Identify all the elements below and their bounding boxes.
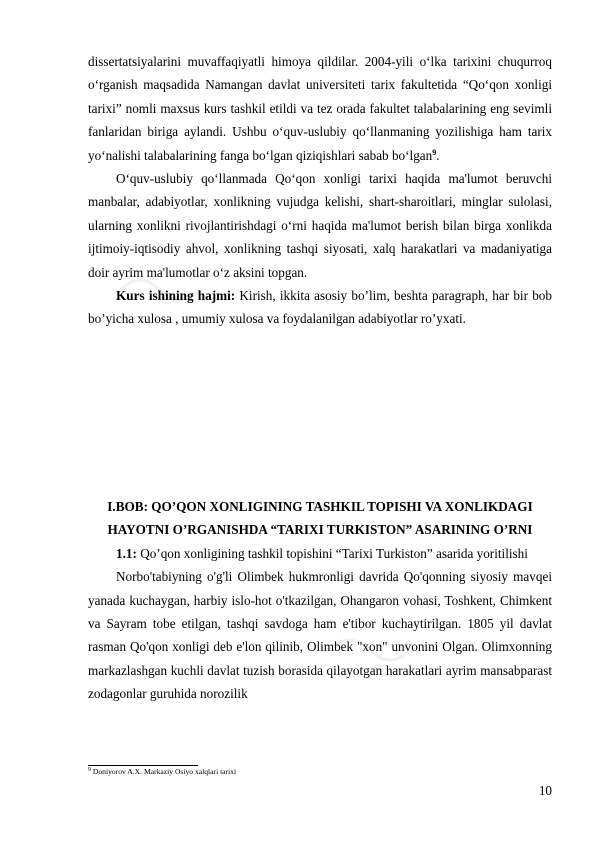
footnote-divider: [88, 765, 198, 766]
chapter-title: I.BOB: QO’QON XONLIGINING TASHKIL TOPISHI VA XONLIKDAGI HAYOTNI O’RGANISHDA “TARIXI TURKISTON” ASARINING O’RNI: [107, 498, 533, 538]
section-number: 1.1:: [116, 545, 137, 561]
page-number: 10: [538, 783, 552, 798]
course-scope-text: Kirish, ikkita asosiy bo’lim, beshta paragraph, har bir bob bo’yicha xulosa , umumiy xulosa va foydalanilgan adabiyotlar ro’yxati.: [88, 288, 552, 327]
footnote-text: Doniyorov A.X. Markaziy Osiyo xalqlari tarixi: [91, 767, 237, 776]
section-heading: [88, 542, 552, 565]
chapter-body-paragraph: Norbo'tabiyning o'g'li Olimbek hukmronligi davrida Qo'qonning siyosiy mavqei yanada kuchaygan, harbiy islo-hot o'tkazilgan, Ohangaron vohasi, Toshkent, Chimkent va Sayram tobe etilgan, tashqi savdoga ham e'tibor kuchaytirilgan. 1805 yil davlat rasman Qo'qon xonligi deb e'lon qilinib, Olimbek "xon" unvonini Olgan. Olimxonning markazlashgan kuchli davlat tuzish borasida qilayotgan harakatlari ayrim mansabparast zodagonlar guruhida norozilik: [88, 569, 552, 702]
course-scope-label: Kurs ishining hajmi:: [116, 288, 236, 304]
section-title: Qo’qon xonligining tashkil topishini “Tarixi Turkiston” asarida yoritilishi: [136, 545, 528, 561]
footnote-number: 9: [88, 767, 91, 773]
blank-space: [88, 331, 552, 495]
paragraph-3: [88, 284, 552, 331]
page-body: [88, 50, 552, 706]
footnote: [88, 767, 552, 777]
paragraph-2: O‘quv-uslubiy qo‘llanmada Qo‘qon xonligi tarixi haqida ma'lumot beruvchi manbalar, adabiyotlar, xonlikning vujudga kelishi, shart-sharoitlari, minglar sulolasi, ularning xonlikni rivojlantirishdagi o‘rni haqida ma'lumot berish bilan birga xonlikda ijtimoiy-iqtisodiy ahvol, xonlikning tashqi siyosati, xalq harakatlari va madaniyatiga doir ayrim ma'lumotlar o‘z aksini topgan.: [88, 171, 552, 280]
footnote-reference[interactable]: 9: [432, 147, 437, 157]
paragraph-1-end: .: [436, 147, 440, 163]
paragraph-1-text: dissertatsiyalarini muvaffaqiyatli himoya qildilar. 2004-yili o‘lka tarixini chuqurroq o‘rganish maqsadida Namangan davlat universiteti tarix fakultetida “Qo‘qon xonligi tarixi” nomli maxsus kurs tashkil etildi va tez orada fakultet talabalarining eng sevimli fanlaridan biriga aylandi. Ushbu o‘quv-uslubiy qo‘llanmaning yozilishiga ham tarix yo‘nalishi talabalarining fanga bo‘lgan qiziqishlari sabab bo‘lgan: [88, 54, 552, 163]
paragraph-1: [88, 50, 552, 167]
